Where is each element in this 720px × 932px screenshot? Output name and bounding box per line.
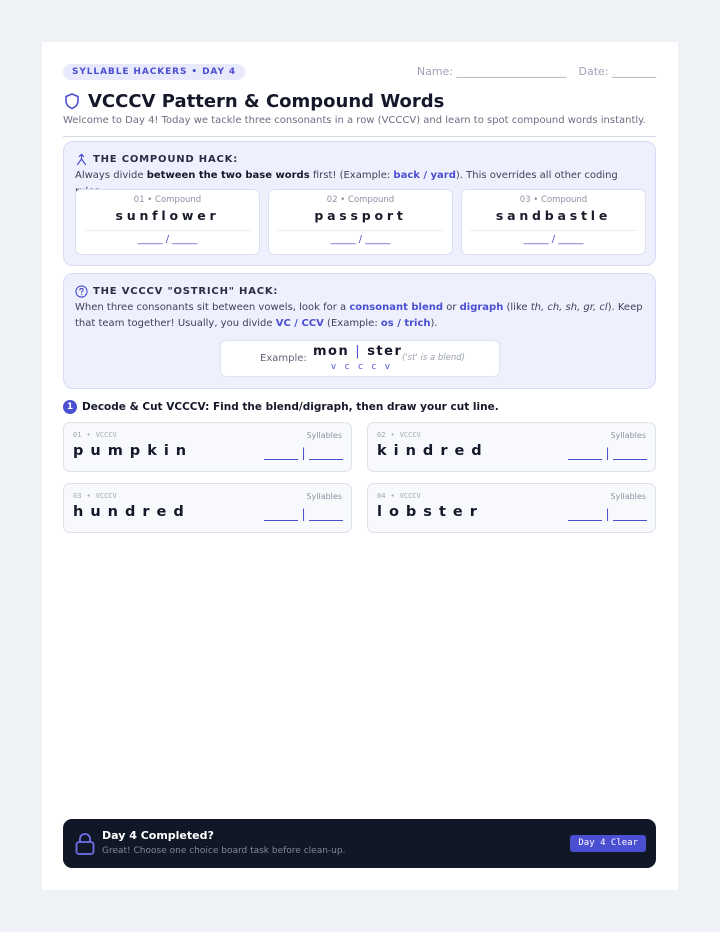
compound-card	[461, 189, 646, 255]
footer-subtitle: Great! Choose one choice board task before clean-up.	[102, 846, 346, 856]
vcccv-hack-heading	[75, 285, 278, 298]
card-divider	[277, 230, 444, 231]
vcccv-hack-panel	[63, 273, 656, 389]
card-meta: 04 • VCCCV	[377, 492, 421, 500]
compound-word: sandbastle	[495, 208, 612, 223]
page-subtitle: Welcome to Day 4! Today we tackle three consonants in a row (VCCCV) and learn to spot compound words instantly.	[63, 115, 646, 126]
compound-answer-line[interactable]: _____ / _____	[137, 234, 198, 245]
syllable-answer-lines[interactable]: |	[568, 446, 647, 460]
day-clear-badge[interactable]: Day 4 Clear	[570, 835, 646, 852]
compound-label: 02 • Compound	[326, 195, 395, 205]
card-word: pumpkin	[73, 443, 194, 459]
shield-icon	[63, 92, 81, 110]
name-date-fields	[417, 65, 656, 78]
card-word: hundred	[73, 504, 191, 520]
date-field[interactable]: Date: ________	[578, 65, 656, 78]
step-number: 1	[63, 400, 77, 414]
syllables-label: Syllables	[610, 431, 646, 440]
example-box	[220, 340, 500, 377]
syllable-answer-lines[interactable]: |	[568, 507, 647, 521]
compound-label: 01 • Compound	[133, 195, 202, 205]
merge-arrow-icon	[75, 153, 88, 166]
vcccv-hack-title: THE VCCCV "OSTRICH" HACK:	[93, 286, 279, 297]
compound-word: passport	[314, 208, 407, 223]
card-meta: 03 • VCCCV	[73, 492, 117, 500]
question-circle-icon	[75, 285, 88, 298]
card-meta: 02 • VCCCV	[377, 431, 421, 439]
header-divider	[63, 136, 656, 137]
card-word: kindred	[377, 443, 489, 459]
card-divider	[470, 230, 637, 231]
vcccv-hack-text: When three consonants sit between vowels, look for a consonant blend or digraph (like th, ch, sh, gr, cl). Keep that team together! Usually, you divide VC / CCV (Example: os / trich).	[75, 302, 643, 329]
syllable-answer-lines[interactable]: |	[264, 507, 343, 521]
page-title: VCCCV Pattern & Compound Words	[88, 90, 445, 112]
word-card	[63, 422, 352, 472]
header-bar	[63, 64, 656, 80]
compound-hack-title: THE COMPOUND HACK:	[93, 154, 238, 165]
card-word: lobster	[377, 504, 484, 520]
card-meta: 01 • VCCCV	[73, 431, 117, 439]
syllables-label: Syllables	[306, 492, 342, 501]
card-divider	[84, 230, 251, 231]
compound-card	[268, 189, 453, 255]
example-pattern: v c c c v	[331, 362, 393, 372]
compound-hack-heading	[75, 153, 238, 166]
worksheet-page	[42, 42, 678, 890]
compound-card	[75, 189, 260, 255]
syllables-label: Syllables	[610, 492, 646, 501]
example-label: Example:	[260, 353, 307, 364]
compound-answer-line[interactable]: _____ / _____	[523, 234, 584, 245]
compound-hack-panel	[63, 141, 656, 266]
activity-instruction	[63, 400, 499, 414]
word-card	[367, 422, 656, 472]
day-badge: SYLLABLE HACKERS • DAY 4	[63, 64, 245, 80]
completion-footer	[63, 819, 656, 868]
compound-answer-line[interactable]: _____ / _____	[330, 234, 391, 245]
word-card	[63, 483, 352, 533]
lock-icon	[74, 832, 96, 856]
compound-label: 03 • Compound	[519, 195, 588, 205]
compound-word: sunflower	[115, 208, 220, 223]
title-row	[63, 90, 444, 112]
syllable-answer-lines[interactable]: |	[264, 446, 343, 460]
syllables-label: Syllables	[306, 431, 342, 440]
example-note: ('st' is a blend)	[402, 353, 465, 363]
word-card	[367, 483, 656, 533]
example-word: mon | ster	[313, 344, 403, 359]
step-text: Decode & Cut VCCCV: Find the blend/digraph, then draw your cut line.	[82, 401, 499, 413]
compound-hack-text: Always divide between the two base words first! (Example: back / yard). This overrides all other coding	[75, 170, 618, 181]
footer-title: Day 4 Completed?	[102, 829, 214, 842]
name-field[interactable]: Name: ____________________	[416, 65, 567, 78]
